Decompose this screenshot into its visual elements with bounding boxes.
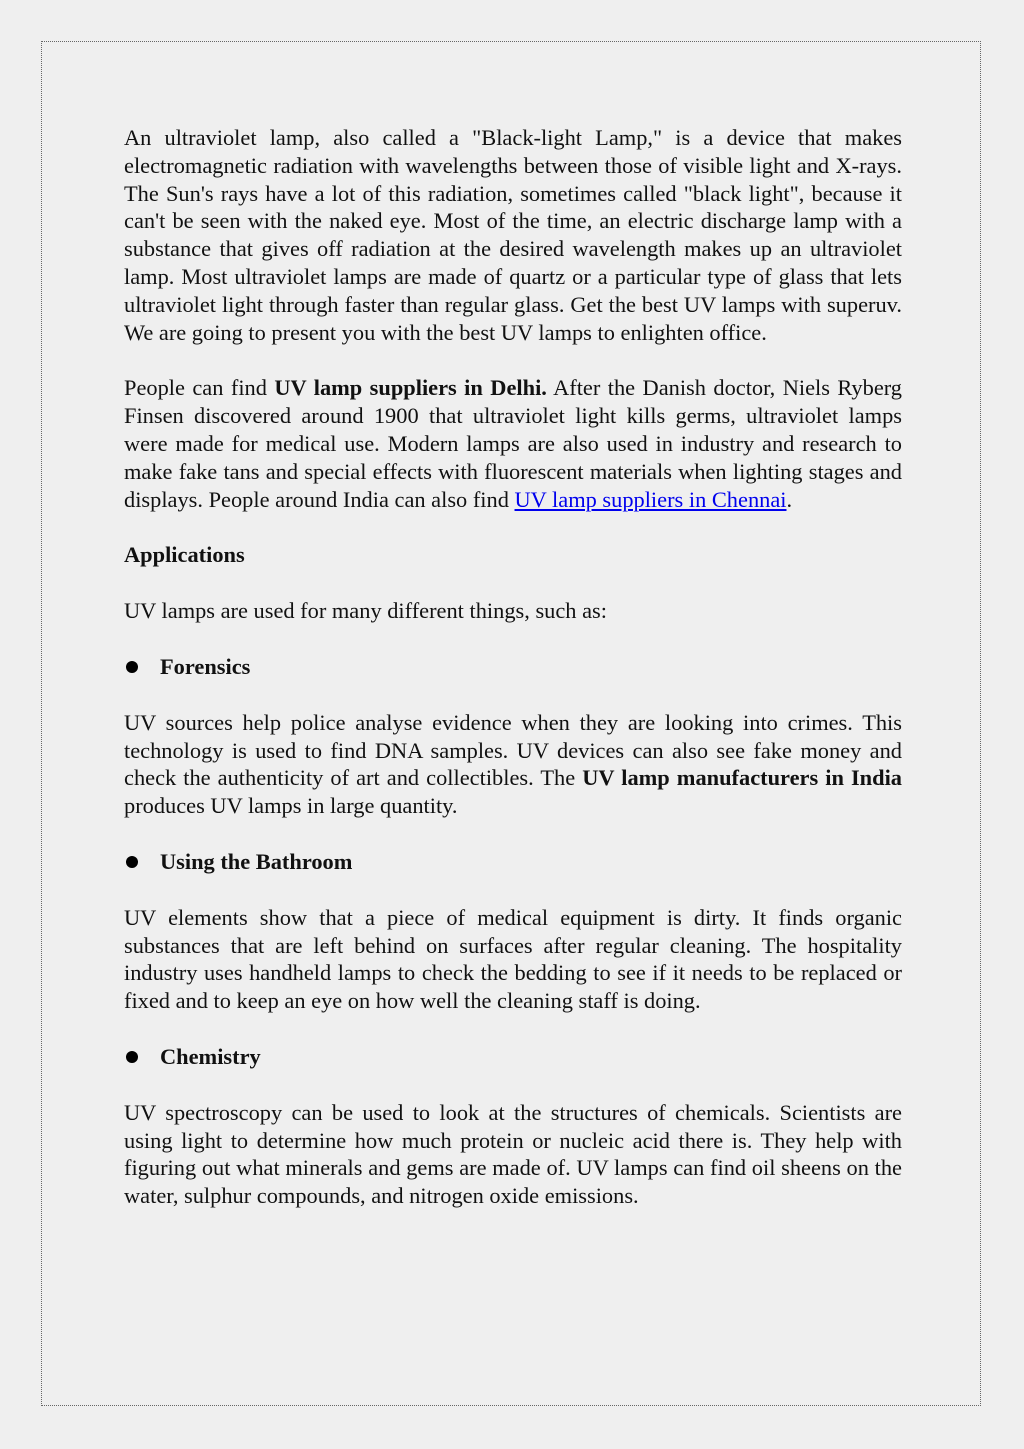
document-body [124, 124, 902, 1210]
bathroom-title: Using the Bathroom [160, 848, 353, 874]
forensics-text: UV sources help police analyse evidence when they are looking into crimes. This technology is used to find DNA samples. UV devices can also see fake money and check the authenticity of art and collectibles. The [124, 709, 902, 791]
chennai-suppliers-link[interactable]: UV lamp suppliers in Chennai [514, 486, 787, 512]
manufacturers-bold: UV lamp manufacturers in India [582, 765, 902, 791]
chemistry-title: Chemistry [160, 1043, 261, 1069]
forensics-paragraph [124, 709, 902, 820]
applications-heading: Applications [124, 542, 245, 568]
bullet-dot-icon [126, 1051, 138, 1063]
bullet-dot-icon [126, 661, 138, 673]
suppliers-paragraph [124, 374, 902, 513]
forensics-bullet [124, 653, 902, 681]
forensics-title: Forensics [160, 653, 251, 679]
intro-paragraph: An ultraviolet lamp, also called a "Black-light Lamp," is a device that makes electromagnetic radiation with wavelengths between those of visible light and X-rays. The Sun's rays have a lot of this radiation, sometimes called "black light", because it can't be seen with the naked eye. Most of the time, an electric discharge lamp with a substance that gives off radiation at the desired wavelength makes up an ultraviolet lamp. Most ultraviolet lamps are made of quartz or a particular type of glass that lets ultraviolet light through faster than regular glass. Get the best UV lamps with superuv. We are going to present you with the best UV lamps to enlighten office. [124, 125, 902, 345]
chemistry-paragraph: UV spectroscopy can be used to look at the structures of chemicals. Scientists are using light to determine how much protein or nucleic acid there is. They help with figuring out what minerals and gems are made of. UV lamps can find oil sheens on the water, sulphur compounds, and nitrogen oxide emissions. [124, 1099, 902, 1209]
suppliers-body: After the Danish doctor, Niels Ryberg Finsen discovered around 1900 that ultraviolet light kills germs, ultraviolet lamps were made for medical use. Modern lamps are also used in industry and research to make fake tans and special effects with fluorescent materials when lighting stages and displays. People around India can also find [124, 375, 903, 512]
bullet-dot-icon [126, 856, 138, 868]
bathroom-paragraph: UV elements show that a piece of medical equipment is dirty. It finds organic substances that are left behind on surfaces after regular cleaning. The hospitality industry uses handheld lamps to check the bedding to see if it needs to be replaced or fixed and to keep an eye on how well the cleaning staff is doing. [124, 904, 902, 1014]
forensics-text-end: produces UV lamps in large quantity. [124, 793, 458, 819]
delhi-suppliers-bold: UV lamp suppliers in Delhi. [274, 375, 547, 401]
suppliers-end: . [786, 486, 793, 512]
applications-intro: UV lamps are used for many different things, such as: [124, 598, 607, 624]
bathroom-bullet [124, 848, 902, 876]
chemistry-bullet [124, 1043, 902, 1071]
suppliers-lead: People can find [124, 375, 275, 401]
